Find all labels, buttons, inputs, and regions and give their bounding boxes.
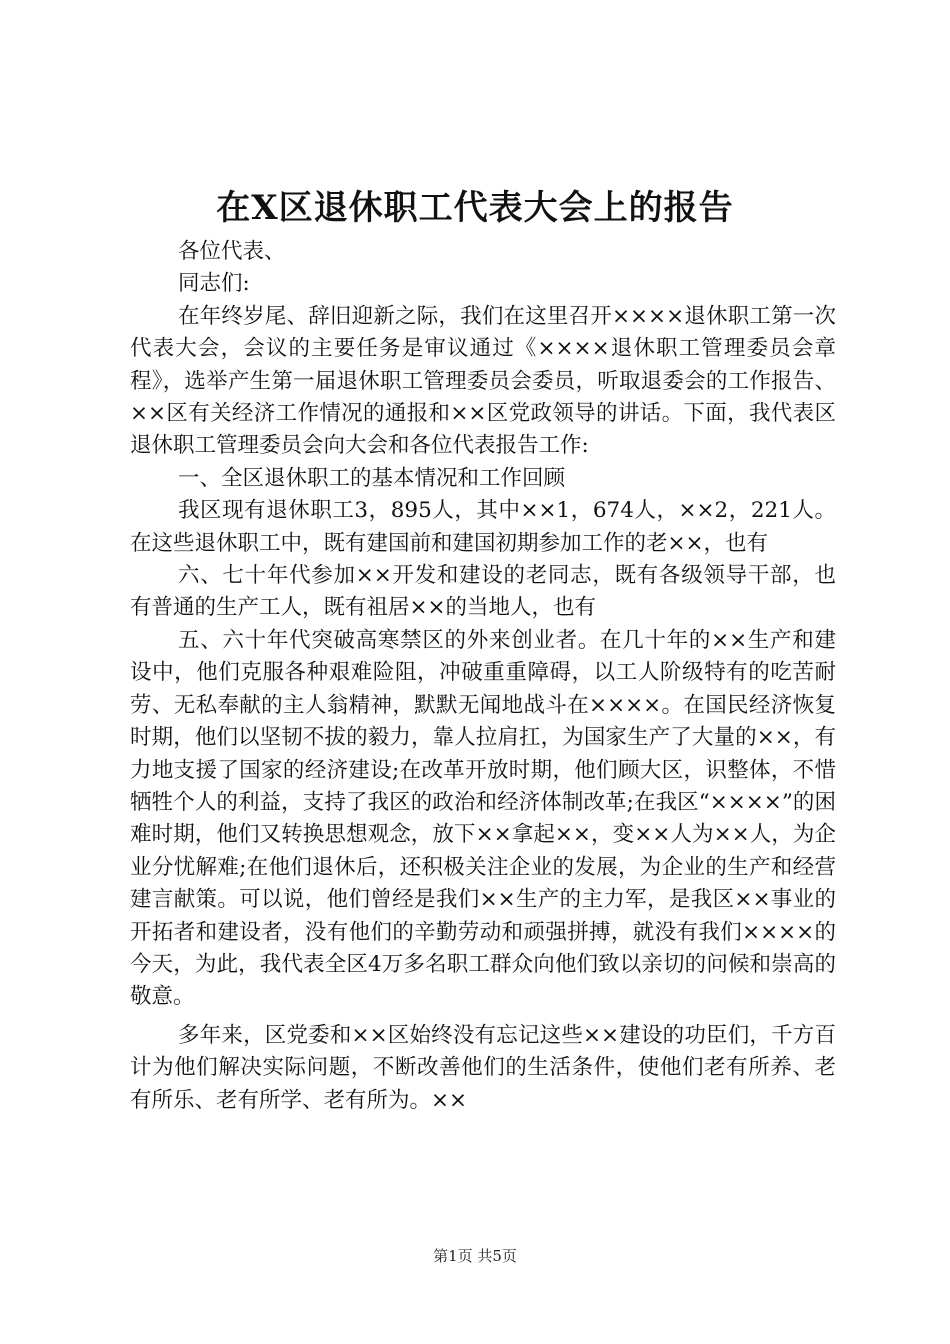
paragraph-party-care: 多年来，区党委和××区始终没有忘记这些××建设的功臣们，千方百计为他们解决实际问题，不断改善他们的生活条件，使他们老有所养、老有所乐、老有所学、老有所为。××: [130, 1022, 836, 1113]
paragraph-opening: 在年终岁尾、辞旧迎新之际，我们在这里召开××××退休职工第一次代表大会，会议的主要任务是审议通过《××××退休职工管理委员会章程》，选举产生第一届退休职工管理委员会委员，听取退委会的工作报告、××区有关经济工作情况的通报和××区党政领导的讲话。下面，我代表区退休职工管理委员会向大会和各位代表报告工作:: [130, 303, 836, 459]
document-body: [130, 236, 836, 1117]
document-title: 在X区退休职工代表大会上的报告: [216, 188, 734, 228]
paragraph-fifties-sixties: 五、六十年代突破高寒禁区的外来创业者。在几十年的××生产和建设中，他们克服各种艰难险阻，冲破重重障碍，以工人阶级特有的吃苦耐劳、无私奉献的主人翁精神，默默无闻地战斗在××××。在国民经济恢复时期，他们以坚韧不拔的毅力，靠人拉肩扛，为国家生产了大量的××，有力地支援了国家的经济建设;在改革开放时期，他们顾大区，识整体，不惜牺牲个人的利益，支持了我区的政治和经济体制改革;在我区“××××”的困难时期，他们又转换思想观念，放下××拿起××，变××人为××人，为企业分忧解难;在他们退休后，还积极关注企业的发展，为企业的生产和经营建言献策。可以说，他们曾经是我们××生产的主力军，是我区××事业的开拓者和建设者，没有他们的辛勤劳动和顽强拼搏，就没有我们××××的今天，为此，我代表全区4万多名职工群众向他们致以亲切的问候和崇高的敬意。: [130, 627, 836, 1010]
paragraph-statistics: 我区现有退休职工3，895人，其中××1，674人，××2，221人。在这些退休职工中，既有建国前和建国初期参加工作的老××，也有: [130, 498, 836, 556]
salutation-line-1: 各位代表、: [178, 239, 286, 264]
section-heading-1: 一、全区退休职工的基本情况和工作回顾: [178, 465, 566, 491]
page-footer: 第1页 共5页: [433, 1247, 517, 1265]
paragraph-sixties-seventies: 六、七十年代参加××开发和建设的老同志，既有各级领导干部，也有普通的生产工人，既有祖居××的当地人，也有: [130, 563, 836, 621]
salutation-line-2: 同志们:: [178, 271, 250, 297]
